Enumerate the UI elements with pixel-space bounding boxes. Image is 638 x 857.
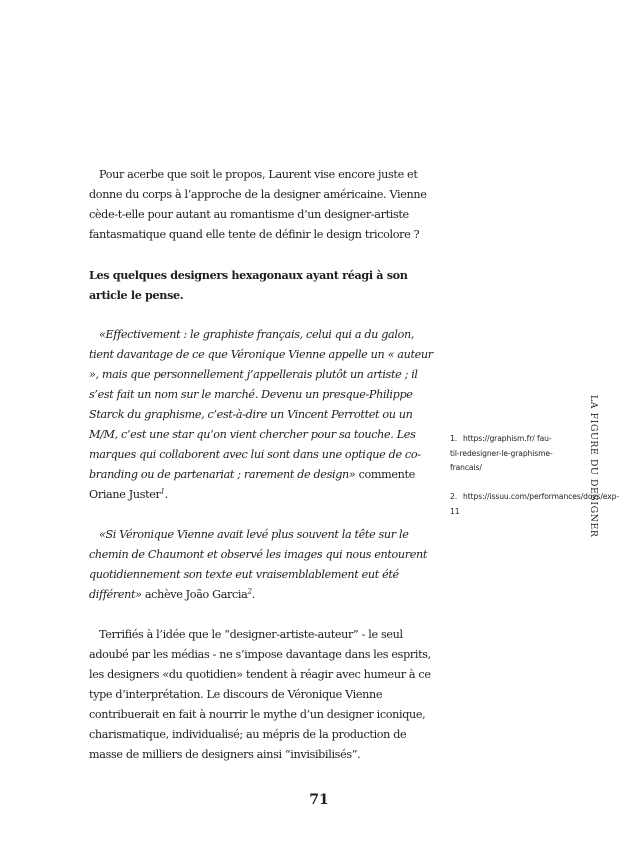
running-header-text: LA FIGURE DU DESIGNER (588, 395, 599, 538)
quote-garcia (89, 525, 435, 605)
quote-juster-attribution: commente Oriane Juster (89, 468, 415, 501)
quote-garcia-text: «Si Véronique Vienne avait levé plus souvent la tête sur le chemin de Chaumont et observé les images qui nous entourent quotidiennement son texte eut vraisemblablement eut été différent» (89, 528, 428, 601)
footnote-1-link[interactable]: https://graphism.fr/ fau-til-redesigner-le-graphisme-francais/ (450, 434, 553, 472)
quote-juster (89, 325, 435, 505)
quote-garcia-end: . (251, 588, 255, 601)
footnote-2 (450, 490, 620, 519)
footnote-1-number: 1. (450, 434, 458, 443)
page-number: 71 (309, 792, 329, 808)
footnote-ref-2: 2 (247, 587, 252, 596)
running-header (587, 395, 599, 565)
main-text-column (89, 165, 435, 765)
quote-juster-text: «Effectivement : le graphiste français, celui qui a du galon, tient davantage de ce que Véronique Vienne appelle un « auteur », mais que personnellement j’appellerais plutôt un artiste ; il s’est fait un nom sur le marché. Devenu un presque-Philippe Starck du graphisme, c’est-à-dire un Vincent Perrottet ou un M/M, c’est une star qu’on vient chercher pour sa touche. Les marques qui collaborent avec lui sont dans une optique de co-branding ou de partenariat ; rarement de design» (89, 328, 433, 481)
section-heading: Les quelques designers hexagonaux ayant réagi à son article le pense. (89, 268, 408, 302)
quote-garcia-attribution: achève João Garcia (141, 588, 248, 601)
quote-juster-end: . (164, 488, 168, 501)
footnote-ref-1: 1 (160, 487, 165, 496)
footnote-2-link[interactable]: https://issuu.com/performances/docs/exp-11 (450, 492, 620, 516)
footnote-1 (450, 432, 560, 476)
paragraph-intro: Pour acerbe que soit le propos, Laurent vise encore juste et donne du corps à l’approche de la designer américaine. Vienne cède-t-elle pour autant au romantisme d’un designer-artiste fantasmatique quand elle tente de définir le design tricolore ? (89, 168, 427, 241)
footnote-2-number: 2. (450, 492, 458, 501)
paragraph-conclusion: Terrifiés à l’idée que le “designer-artiste-auteur” - le seul adoubé par les médias - ne s’impose davantage dans les esprits, les designers «du quotidien» tendent à réagir avec humeur à ce type d’interprétation. Le discours de Véronique Vienne contribuerait en fait à nourrir le mythe d’un designer iconique, charismatique, individualisé; au mépris de la production de masse de milliers de designers ainsi “invisibilisés”. (89, 628, 431, 761)
